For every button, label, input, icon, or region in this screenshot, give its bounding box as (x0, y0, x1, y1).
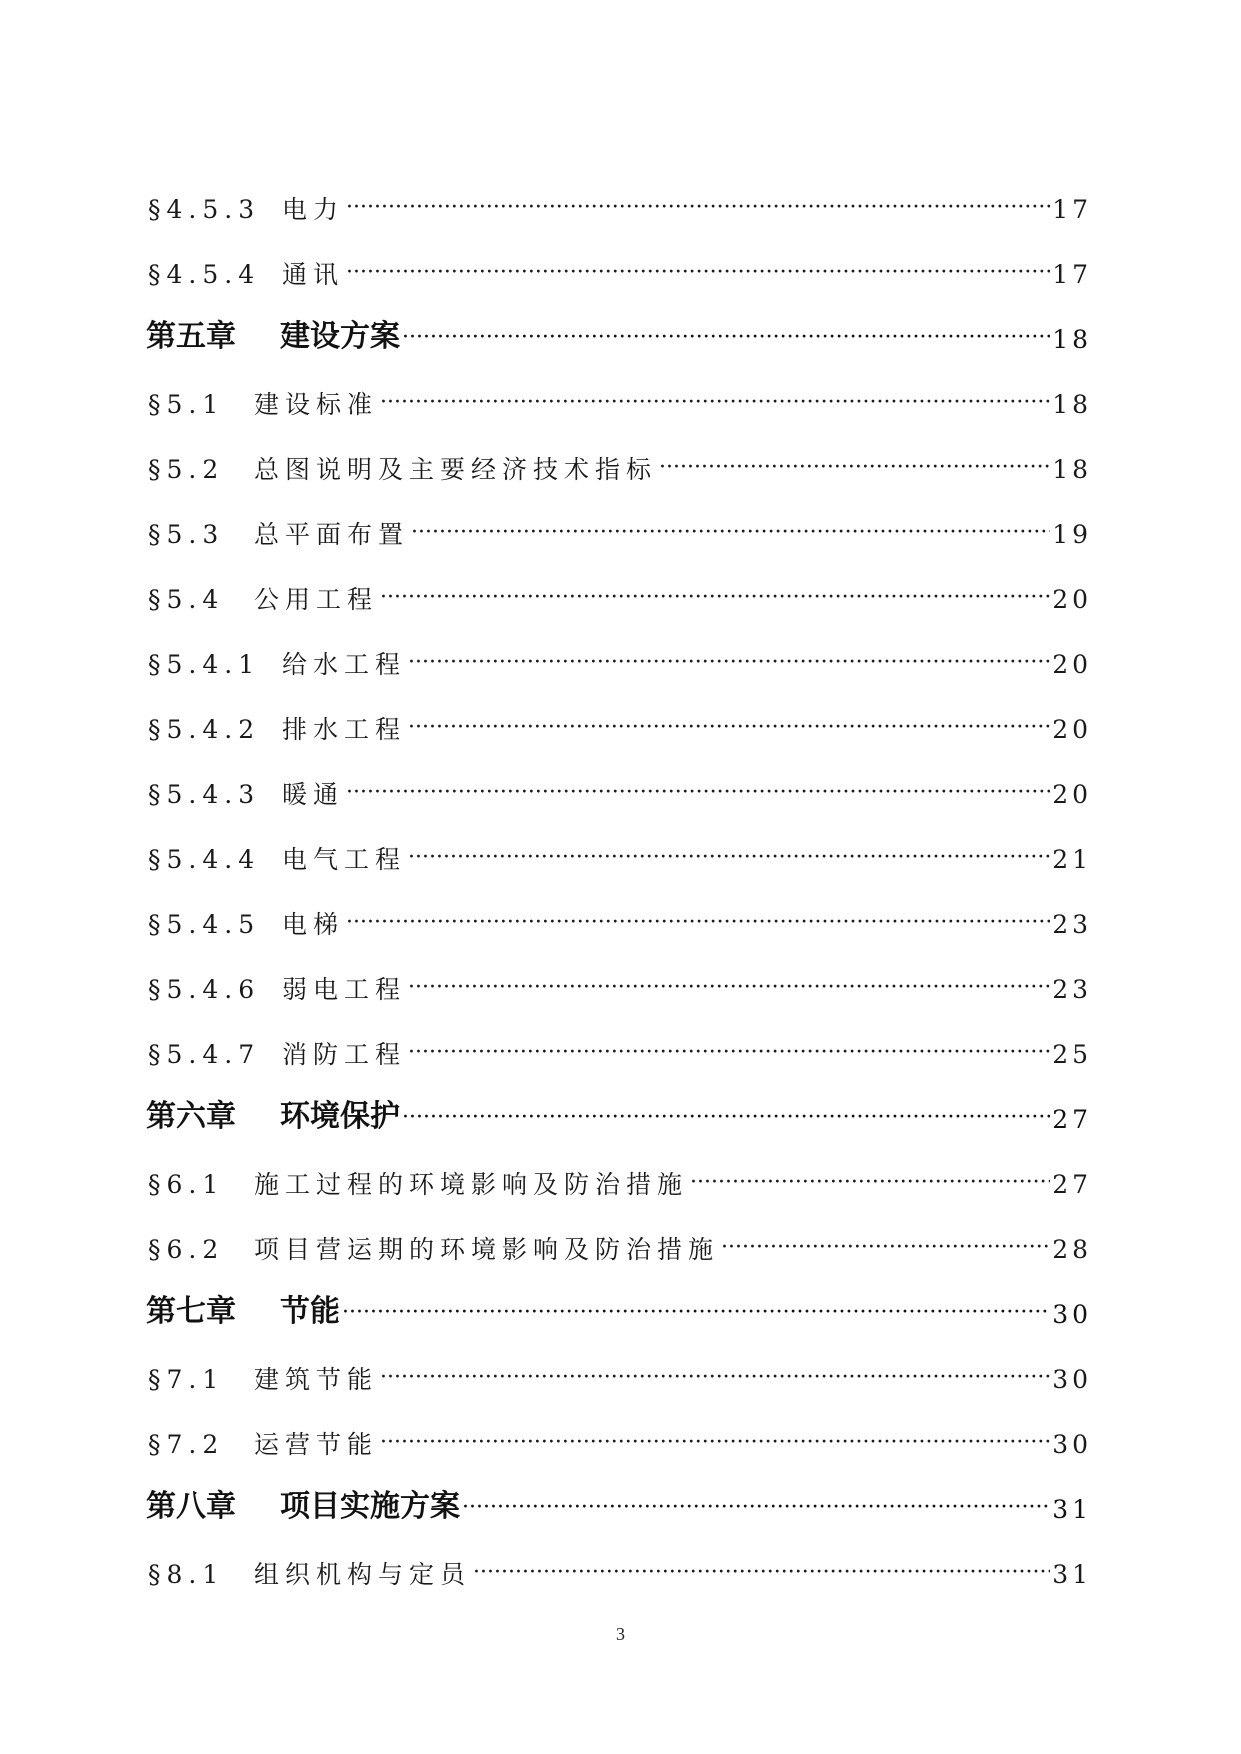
toc-entry-title: 暖通 (282, 780, 345, 809)
toc-section-entry[interactable] (148, 1002, 1092, 1069)
toc-entry-page-number: 28 (1052, 1235, 1092, 1264)
toc-dot-leader (473, 1562, 1050, 1584)
toc-dot-leader (402, 1107, 1050, 1129)
toc-entry-page-number: 30 (1052, 1365, 1092, 1394)
toc-dot-leader (408, 977, 1050, 999)
toc-dot-leader (346, 782, 1050, 804)
toc-entry-page-number: 21 (1052, 845, 1092, 874)
toc-entry-number: 第六章 (146, 1099, 236, 1134)
toc-dot-leader (721, 1237, 1050, 1259)
toc-dot-leader (380, 392, 1050, 414)
toc-entry-page-number: 27 (1052, 1105, 1092, 1134)
toc-entry-page-number: 31 (1052, 1560, 1092, 1589)
toc-section-entry[interactable] (148, 807, 1092, 874)
toc-entry-title: 环境保护 (280, 1099, 400, 1134)
toc-entry-page-number: 18 (1052, 455, 1092, 484)
toc-entry-number: §5.1 (148, 390, 225, 419)
toc-chapter-entry[interactable] (146, 287, 1092, 354)
toc-entry-page-number: 17 (1052, 195, 1092, 224)
toc-dot-leader (408, 717, 1050, 739)
toc-entry-number: §5.4.7 (148, 1040, 261, 1069)
toc-entry-title: 总图说明及主要经济技术指标 (254, 455, 658, 484)
toc-dot-leader (346, 912, 1050, 934)
toc-dot-leader (411, 522, 1050, 544)
toc-entry-title: 电梯 (282, 910, 345, 939)
toc-entry-number: §4.5.3 (148, 195, 261, 224)
toc-entry-title: 通讯 (282, 260, 345, 289)
toc-section-entry[interactable] (148, 742, 1092, 809)
toc-entry-page-number: 17 (1052, 260, 1092, 289)
toc-section-entry[interactable] (148, 482, 1092, 549)
toc-entry-page-number: 27 (1052, 1170, 1092, 1199)
toc-entry-page-number: 31 (1052, 1495, 1092, 1524)
toc-entry-number: 第七章 (146, 1294, 236, 1329)
toc-dot-leader (690, 1172, 1050, 1194)
toc-entry-number: §5.4.6 (148, 975, 261, 1004)
toc-entry-title: 组织机构与定员 (254, 1560, 472, 1589)
toc-entry-number: §4.5.4 (148, 260, 261, 289)
toc-section-entry[interactable] (148, 547, 1092, 614)
toc-entry-number: §5.3 (148, 520, 225, 549)
toc-dot-leader (346, 262, 1050, 284)
toc-entry-title: 建筑节能 (254, 1365, 379, 1394)
toc-entry-number: §5.4.5 (148, 910, 261, 939)
toc-chapter-entry[interactable] (146, 1457, 1092, 1524)
toc-section-entry[interactable] (148, 1327, 1092, 1394)
toc-entry-title: 项目实施方案 (280, 1489, 460, 1524)
toc-section-entry[interactable] (148, 1522, 1092, 1589)
toc-entry-page-number: 30 (1052, 1430, 1092, 1459)
toc-dot-leader (462, 1497, 1050, 1519)
toc-dot-leader (659, 457, 1050, 479)
toc-section-entry[interactable] (148, 352, 1092, 419)
toc-entry-number: §6.2 (148, 1235, 225, 1264)
toc-dot-leader (380, 587, 1050, 609)
toc-entry-number: §5.2 (148, 455, 225, 484)
toc-entry-number: §5.4.4 (148, 845, 261, 874)
toc-section-entry[interactable] (148, 937, 1092, 1004)
toc-dot-leader (408, 1042, 1050, 1064)
toc-entry-title: 公用工程 (254, 585, 379, 614)
toc-entry-title: 电力 (282, 195, 345, 224)
toc-entry-page-number: 30 (1052, 1300, 1092, 1329)
toc-entry-title: 施工过程的环境影响及防治措施 (254, 1170, 689, 1199)
toc-entry-page-number: 20 (1052, 715, 1092, 744)
toc-entry-page-number: 18 (1052, 390, 1092, 419)
toc-entry-page-number: 20 (1052, 650, 1092, 679)
toc-entry-title: 建设方案 (280, 319, 400, 354)
toc-section-entry[interactable] (148, 222, 1092, 289)
toc-dot-leader (346, 197, 1050, 219)
toc-section-entry[interactable] (148, 1132, 1092, 1199)
toc-entry-number: §5.4.3 (148, 780, 261, 809)
toc-dot-leader (408, 652, 1050, 674)
toc-entry-page-number: 25 (1052, 1040, 1092, 1069)
toc-entry-number: §8.1 (148, 1560, 225, 1589)
toc-section-entry[interactable] (148, 1392, 1092, 1459)
toc-entry-number: §5.4 (148, 585, 225, 614)
toc-entry-title: 节能 (280, 1294, 340, 1329)
toc-entry-title: 建设标准 (254, 390, 379, 419)
toc-section-entry[interactable] (148, 157, 1092, 224)
toc-entry-title: 排水工程 (282, 715, 407, 744)
toc-entry-number: §5.4.2 (148, 715, 261, 744)
toc-section-entry[interactable] (148, 872, 1092, 939)
toc-entry-number: §5.4.1 (148, 650, 261, 679)
toc-section-entry[interactable] (148, 612, 1092, 679)
toc-entry-title: 弱电工程 (282, 975, 407, 1004)
toc-dot-leader (380, 1367, 1050, 1389)
toc-entry-number: 第五章 (146, 319, 236, 354)
toc-entry-title: 电气工程 (282, 845, 407, 874)
toc-entry-number: 第八章 (146, 1489, 236, 1524)
toc-dot-leader (342, 1302, 1050, 1324)
toc-section-entry[interactable] (148, 417, 1092, 484)
toc-dot-leader (380, 1432, 1050, 1454)
toc-entry-title: 项目营运期的环境影响及防治措施 (254, 1235, 720, 1264)
toc-section-entry[interactable] (148, 1197, 1092, 1264)
toc-dot-leader (408, 847, 1050, 869)
toc-entry-page-number: 23 (1052, 975, 1092, 1004)
toc-dot-leader (402, 327, 1050, 349)
toc-entry-page-number: 20 (1052, 585, 1092, 614)
toc-chapter-entry[interactable] (146, 1262, 1092, 1329)
toc-entry-number: §7.1 (148, 1365, 225, 1394)
toc-entry-number: §6.1 (148, 1170, 225, 1199)
toc-entry-page-number: 19 (1052, 520, 1092, 549)
toc-entry-title: 给水工程 (282, 650, 407, 679)
toc-entry-page-number: 23 (1052, 910, 1092, 939)
toc-entry-title: 运营节能 (254, 1430, 379, 1459)
toc-section-entry[interactable] (148, 677, 1092, 744)
toc-entry-title: 消防工程 (282, 1040, 407, 1069)
toc-chapter-entry[interactable] (146, 1067, 1092, 1134)
toc-entry-page-number: 18 (1052, 325, 1092, 354)
toc-entry-page-number: 20 (1052, 780, 1092, 809)
toc-entry-title: 总平面布置 (254, 520, 410, 549)
page-number: 3 (616, 1624, 625, 1644)
toc-entry-number: §7.2 (148, 1430, 225, 1459)
table-of-contents (146, 157, 1092, 1589)
